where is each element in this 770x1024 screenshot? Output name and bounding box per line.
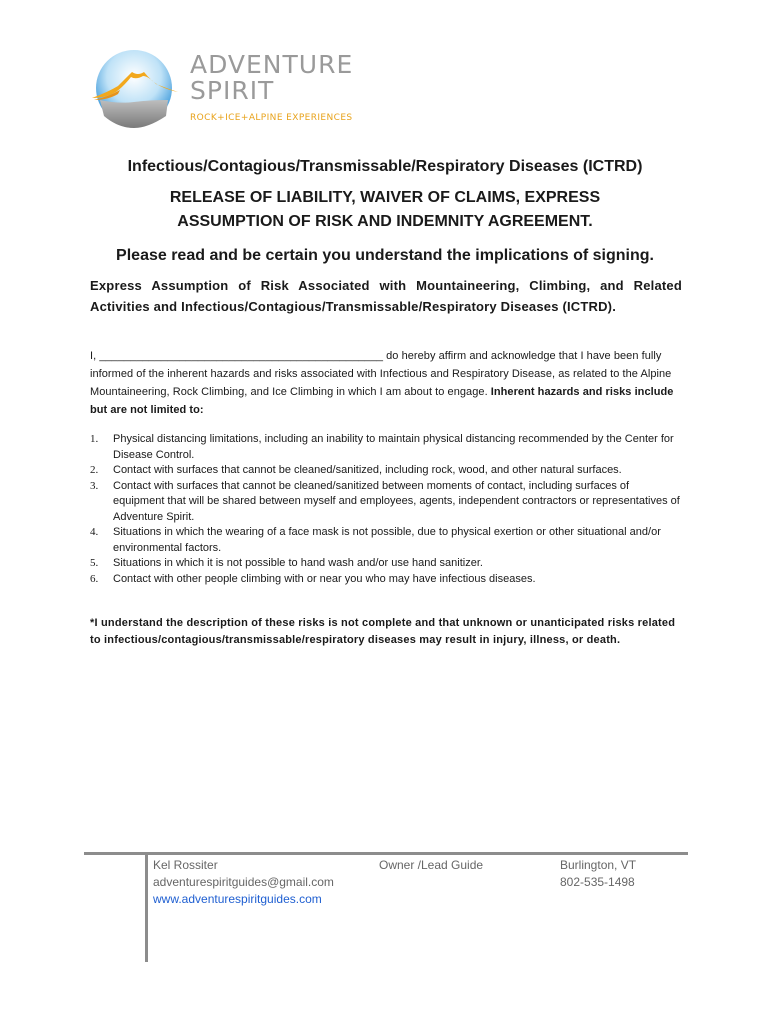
subtitle-line-2: ASSUMPTION OF RISK AND INDEMNITY AGREEMENT. — [177, 213, 593, 230]
footer-name: Kel Rossiter — [153, 858, 218, 872]
footer-role: Owner /Lead Guide — [379, 858, 484, 872]
footer-divider-horizontal — [84, 852, 688, 855]
list-item-text: Contact with surfaces that cannot be cleaned/sanitized between moments of contact, including surfaces of equipment that will be shared between myself and employees, agents, independent contractors or representatives of Adventure Spirit. — [113, 479, 680, 523]
list-item-text: Situations in which it is not possible to hand wash and/or use hand sanitizer. — [113, 557, 483, 569]
please-read-notice: Please read and be certain you understand the implications of signing. — [116, 247, 654, 264]
footer-location — [560, 857, 636, 891]
list-item-text: Situations in which the wearing of a face mask is not possible, due to physical exertion or other situational and/or environmental factors. — [113, 526, 661, 554]
intro-bold-text: Inherent hazards and risks include but are not limited to: — [90, 386, 674, 416]
footer-contact — [153, 857, 334, 908]
list-number: 1. — [90, 433, 99, 445]
list-item — [90, 556, 682, 572]
list-item-text: Physical distancing limitations, including an inability to maintain physical distancing recommended by the Center for Disease Control. — [113, 433, 674, 461]
document-subtitle — [40, 186, 730, 234]
footer-divider-vertical — [145, 855, 148, 962]
list-item — [90, 432, 682, 463]
intro-text: I, ______________________________________________ do hereby affirm and acknowledge that I have been fully informed of the inherent hazards and risks associated with Infectious and Respiratory Disease, as related to the Alpine Mountaineering, Rock Climbing, and Ice Climbing in which I am about to engage. — [90, 350, 672, 398]
footer-phone: 802-535-1498 — [560, 875, 635, 889]
logo-name-line2: SPIRIT — [190, 76, 275, 105]
logo-tagline: ROCK+ICE+ALPINE EXPERIENCES — [190, 113, 353, 123]
list-item — [90, 572, 682, 588]
footer-email: adventurespiritguides@gmail.com — [153, 875, 334, 889]
footer-city: Burlington, VT — [560, 858, 637, 872]
list-item — [90, 525, 682, 556]
list-item-text: Contact with surfaces that cannot be cleaned/sanitized, including rock, wood, and other natural surfaces. — [113, 464, 622, 476]
list-number: 4. — [90, 526, 99, 538]
footer-website-link[interactable]: www.adventurespiritguides.com — [153, 892, 322, 906]
document-title: Infectious/Contagious/Transmissable/Respiratory Diseases (ICTRD) — [127, 158, 643, 175]
risk-acknowledgement-note: *I understand the description of these risks is not complete and that unknown or unanticipated risks related to infectious/contagious/transmissable/respiratory diseases may result in injury, illness, or death. — [90, 617, 676, 646]
list-number: 3. — [90, 479, 99, 492]
list-item — [90, 463, 682, 479]
risk-list — [90, 432, 682, 587]
company-logo — [88, 42, 388, 132]
intro-paragraph — [90, 347, 682, 419]
subtitle-line-1: RELEASE OF LIABILITY, WAIVER OF CLAIMS, EXPRESS — [169, 189, 601, 206]
list-number: 5. — [90, 557, 99, 569]
list-number: 6. — [90, 572, 99, 585]
express-assumption-heading: Express Assumption of Risk Associated with Mountaineering, Climbing, and Related Activities and Infectious/Contagious/Transmissable/Respiratory Diseases (ICTRD). — [90, 278, 682, 314]
logo-name-line1: ADVENTURE — [190, 50, 354, 79]
mountain-sun-emblem-icon — [88, 42, 188, 132]
list-item-text: Contact with other people climbing with or near you who may have infectious diseases. — [113, 572, 536, 585]
list-item — [90, 479, 682, 526]
list-number: 2. — [90, 464, 99, 476]
